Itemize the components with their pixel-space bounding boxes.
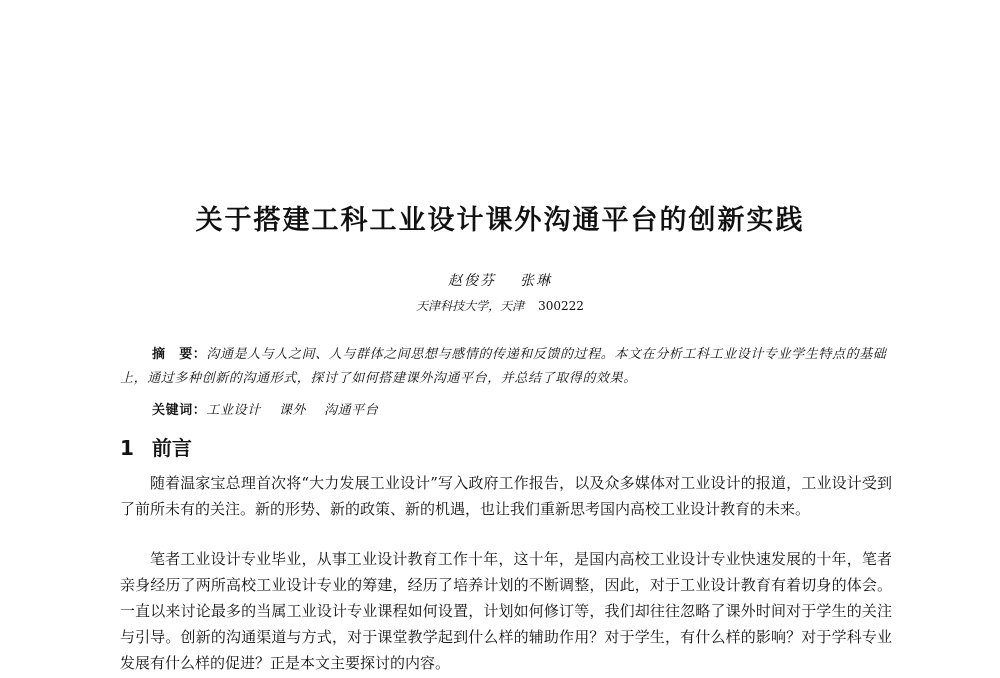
author-list xyxy=(0,270,1000,290)
keyword: 工业设计 xyxy=(206,403,261,418)
section-heading xyxy=(120,432,192,461)
abstract-label: 摘 要： xyxy=(152,347,207,362)
keyword: 课外 xyxy=(278,403,307,418)
affiliation xyxy=(0,297,1000,314)
abstract-text: 沟通是人与人之间、人与群体之间思想与感情的传递和反馈的过程。本文在分析工科工业设计专业学生特点的基础上，通过多种创新的沟通形式，探讨了如何搭建课外沟通平台，并总结了取得的效果。 xyxy=(120,347,887,386)
body-paragraph: 笔者工业设计专业毕业，从事工业设计教育工作十年，这十年，是国内高校工业设计专业快速发展的十年，笔者亲身经历了两所高校工业设计专业的筹建，经历了培养计划的不断调整，因此，对于工业设计教育有着切身的体会。一直以来讨论最多的当属工业设计专业课程如何设置，计划如何修订等，我们却往往忽略了课外时间对于学生的关注与引导。创新的沟通渠道与方式，对于课堂教学起到什么样的辅助作用？对于学生，有什么样的影响？对于学科专业发展有什么样的促进？正是本文主要探讨的内容。 xyxy=(120,550,892,672)
section-number: 1 xyxy=(120,436,134,460)
keywords-label: 关键词： xyxy=(152,403,207,418)
author-name: 赵俊芬 xyxy=(448,273,496,289)
body-paragraph: 随着温家宝总理首次将“大力发展工业设计”写入政府工作报告，以及众多媒体对工业设计的报道，工业设计受到了前所未有的关注。新的形势、新的政策、新的机遇，也让我们重新思考国内高校工业设计教育的未来。 xyxy=(120,474,892,518)
keyword: 沟通平台 xyxy=(324,403,379,418)
keywords xyxy=(152,399,396,418)
postal-code: 300222 xyxy=(538,299,584,313)
section-title: 前言 xyxy=(151,436,192,460)
affiliation-text: 天津科技大学，天津 xyxy=(416,299,525,313)
author-name: 张琳 xyxy=(520,273,552,289)
paper-title: 关于搭建工科工业设计课外沟通平台的创新实践 xyxy=(195,205,805,236)
abstract xyxy=(120,343,890,391)
